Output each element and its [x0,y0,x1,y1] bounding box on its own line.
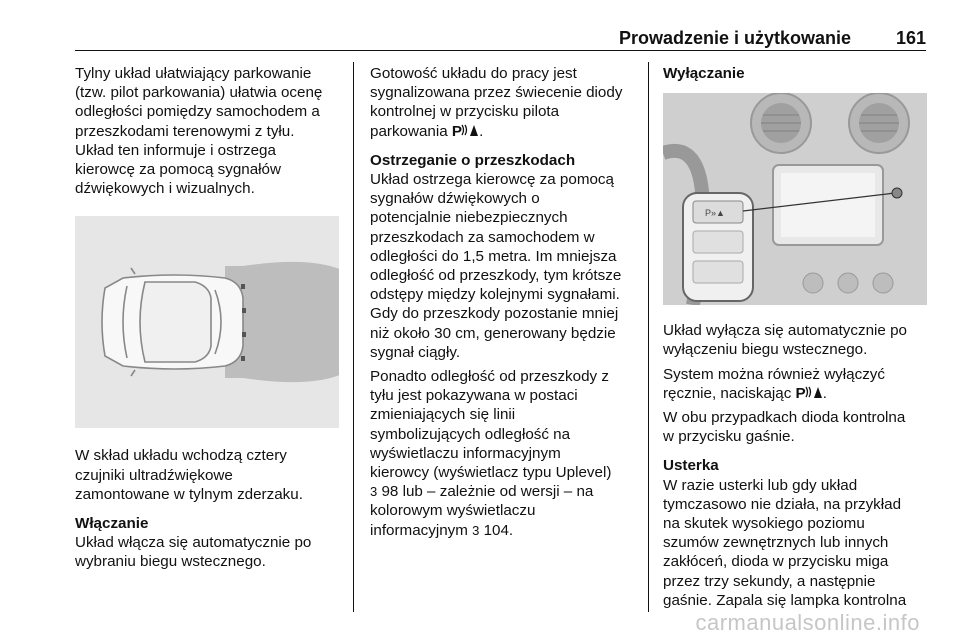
switch-on-line: Układ włącza się automatycznie po [75,534,312,552]
heading-fault: Usterka [663,457,719,475]
car-top-view-figure [75,216,339,428]
column-1 [75,64,343,572]
park-assist-symbol [452,123,479,140]
off-line: W obu przypadkach dioda kontrolna [663,409,906,427]
warn-line: odstępy między kolejnymi sygnałami. [370,286,620,304]
ready-line: Gotowość układu do pracy jest [370,65,577,82]
park-assist-letter: P [795,384,805,402]
fault-line: przez trzy sekundy, a następnie [663,572,876,590]
parking-button-figure [663,93,927,305]
distance-line [370,521,638,540]
page-ref-arrow-icon[interactable]: 3 [370,484,378,500]
warn-line: odległości do 1,5 metra. Im mniejsza [370,247,617,265]
warn-line: sygnałów dźwiękowych o [370,190,540,208]
intro-line: odległości pomiędzy samochodem a [75,103,320,121]
off2-last: ręcznie, naciskając [663,384,792,402]
column-divider-1 [353,62,354,612]
distance-line: kolorowym wyświetlaczu [370,502,536,520]
page-number: 161 [895,28,926,48]
sensors-line: W skład układu wchodzą cztery [75,447,287,465]
fault-line: na skutek wysokiego poziomu [663,515,865,533]
distance-line: zmieniających się linii [370,406,516,424]
fault-line: tymczasowo nie działa, na przykład [663,495,902,513]
ready-line: kontrolnej w przycisku pilota [370,103,560,121]
distance-line: symbolizujących odległość na [370,425,571,443]
ready-line: parkowania P . [370,122,484,140]
column-3 [663,64,929,610]
warn-line: Gdy do przeszkody pozostanie mniej [370,305,619,323]
distance-line: wyświetlaczu informacyjnym [370,444,561,462]
off-line: w przycisku gaśnie. [663,428,795,446]
intro-line: (tzw. pilot parkowania) ułatwia ocenę [75,84,323,102]
ready-line: sygnalizowana przez świecenie diody [370,84,623,102]
page-ref-arrow-icon[interactable]: 3 [472,522,480,538]
warn-line: Układ ostrzega kierowcę za pomocą [370,171,614,189]
ref2-text: 104. [479,521,514,539]
intro-line: dźwiękowych i wizualnych. [75,180,255,198]
warn-line: przeszkodach za samochodem w [370,228,595,246]
ready-last: parkowania [370,122,448,140]
sensors-line: czujniki ultradźwiękowe [75,466,233,484]
park-assist-letter: P [451,122,462,140]
off-line: ręcznie, naciskając P . [663,384,827,402]
svg-text:P»▲: P»▲ [705,208,725,219]
fault-line: W razie usterki lub gdy układ [663,476,858,494]
intro-line: przeszkodami terenowymi z tyłu. [75,122,295,140]
intro-line: Układ ten informuje i ostrzega [75,141,276,159]
switch-on-line: wybraniu biegu wstecznego. [75,553,266,571]
watermark: carmanualsonline.info [695,610,920,635]
ref1-text: 98 lub – zależnie od wersji – na [377,483,594,501]
off-line: wyłączeniu biegu wstecznego. [663,341,868,359]
column-divider-2 [648,62,649,612]
heading-switch-on: Włączanie [75,515,149,533]
warn-line: sygnał ciągły. [370,343,461,361]
distance-line: tyłu jest pokazywana w postaci [370,387,578,405]
header-title: Prowadzenie i użytkowanie [618,28,851,48]
off-line: System można również wyłączyć [663,365,885,383]
fault-line: zakłóceń, dioda w przycisku miga [663,553,889,571]
intro-line: Tylny układ ułatwiający parkowanie [75,65,312,82]
page-header [75,26,926,52]
intro-line: kierowcę za pomocą sygnałów [75,161,281,179]
heading-switch-off: Wyłączanie [663,65,745,82]
off-line: Układ wyłącza się automatycznie po [663,322,907,340]
distance-line: kierowcy (wyświetlacz typu Uplevel) [370,464,612,482]
warn-line: niż około 30 cm, generowany będzie [370,324,616,342]
fault-line: gaśnie. Zapala się lampka kontrolna [663,591,907,609]
column-2 [370,64,638,540]
warn-line: odległość od przeszkody, tym krótsze [370,267,622,285]
distance-line: Ponadto odległość od przeszkody z [370,368,609,386]
header-rule [75,50,926,51]
sensors-line: zamontowane w tylnym zderzaku. [75,485,303,503]
heading-obstacle-warning: Ostrzeganie o przeszkodach [370,151,576,169]
ref2-prefix: informacyjnym [370,521,473,539]
distance-line [370,482,638,501]
fault-line: szumów zewnętrznych lub innych [663,534,889,552]
warn-line: potencjalnie niebezpiecznych [370,209,568,227]
park-assist-symbol [796,385,823,402]
